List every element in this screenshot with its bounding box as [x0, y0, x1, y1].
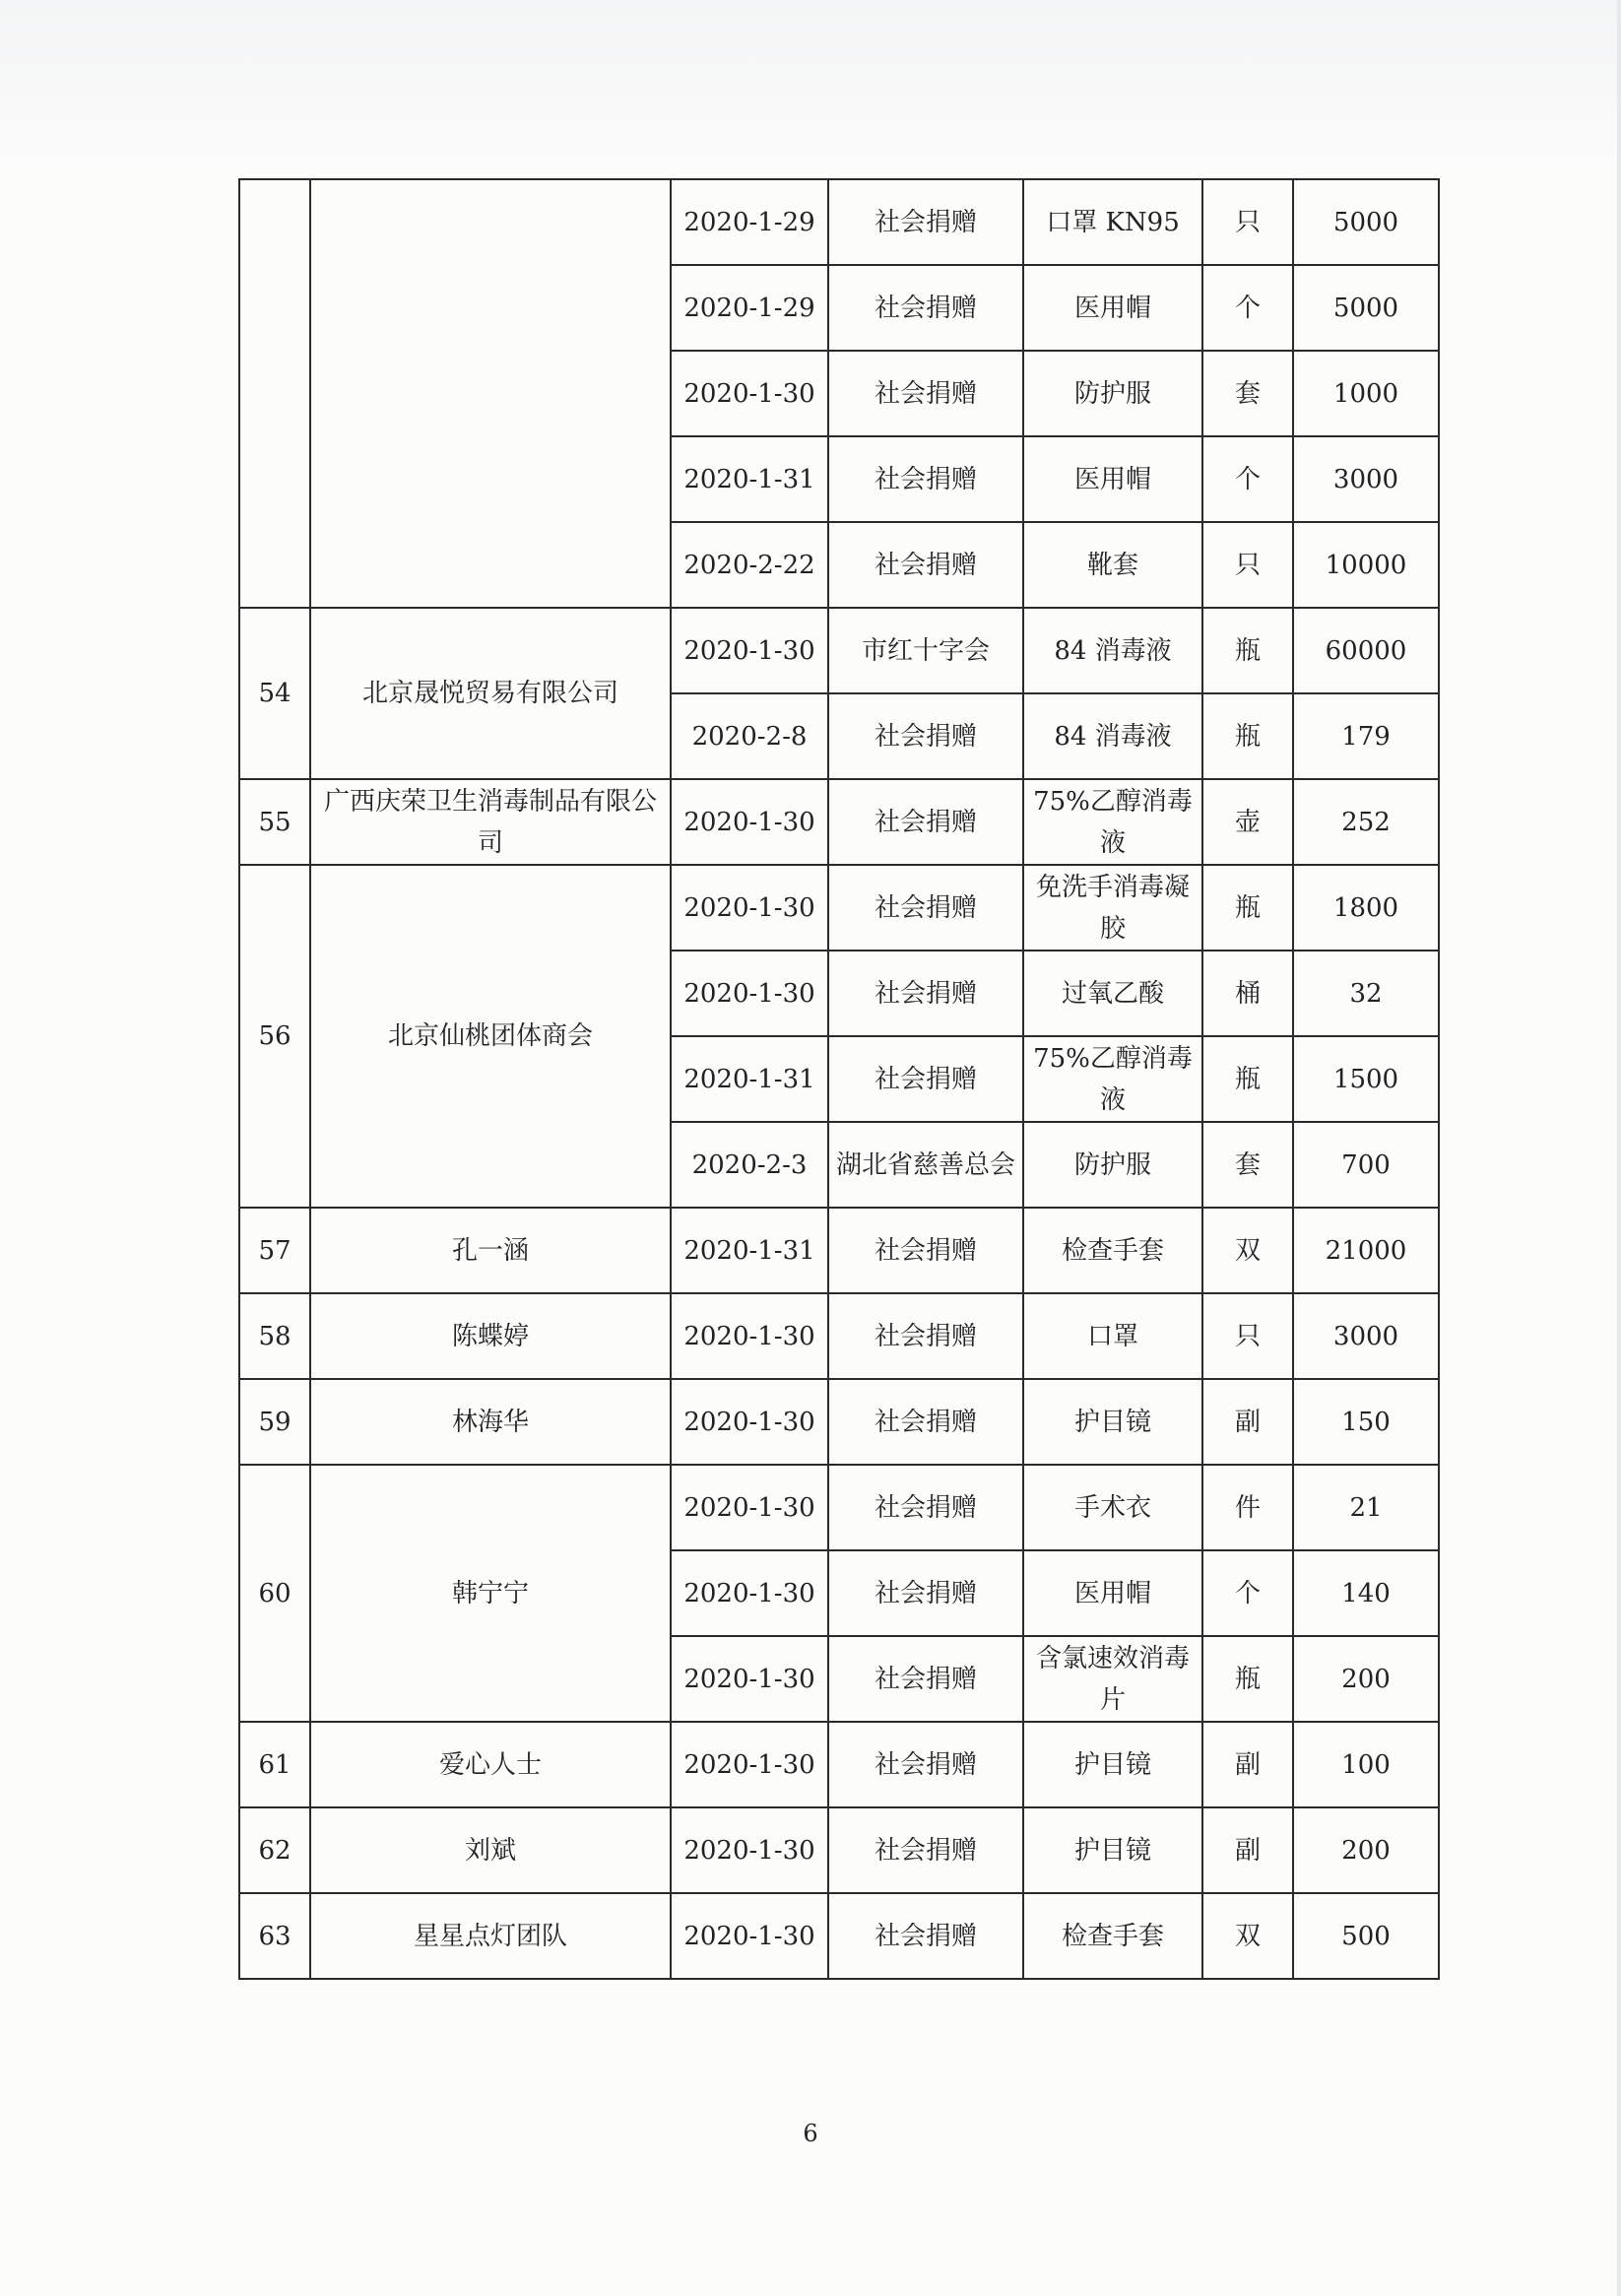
cell-donor: 北京仙桃团体商会 [310, 865, 671, 1208]
cell-channel: 社会捐赠 [828, 951, 1023, 1036]
cell-donor: 林海华 [310, 1379, 671, 1465]
cell-channel: 社会捐赠 [828, 1636, 1023, 1722]
cell-item: 75%乙醇消毒液 [1023, 1036, 1202, 1122]
cell-item: 护目镜 [1023, 1807, 1202, 1893]
cell-item: 防护服 [1023, 1122, 1202, 1208]
cell-item: 检查手套 [1023, 1893, 1202, 1979]
cell-item: 口罩 [1023, 1293, 1202, 1379]
cell-quantity: 500 [1293, 1893, 1439, 1979]
table-row [239, 1893, 1439, 1979]
cell-serial-number: 58 [239, 1293, 310, 1379]
cell-donor: 孔一涵 [310, 1208, 671, 1293]
cell-quantity: 1500 [1293, 1036, 1439, 1122]
cell-serial-number: 62 [239, 1807, 310, 1893]
cell-channel: 社会捐赠 [828, 265, 1023, 351]
cell-channel: 社会捐赠 [828, 693, 1023, 779]
cell-date: 2020-1-30 [671, 1722, 828, 1807]
cell-quantity: 21000 [1293, 1208, 1439, 1293]
cell-quantity: 100 [1293, 1722, 1439, 1807]
cell-donor: 韩宁宁 [310, 1465, 671, 1722]
cell-quantity: 5000 [1293, 179, 1439, 265]
cell-serial-number: 54 [239, 608, 310, 779]
cell-date: 2020-1-30 [671, 1807, 828, 1893]
cell-channel: 社会捐赠 [828, 1293, 1023, 1379]
cell-quantity: 1800 [1293, 865, 1439, 951]
cell-date: 2020-1-30 [671, 1293, 828, 1379]
cell-channel: 社会捐赠 [828, 1379, 1023, 1465]
cell-item: 防护服 [1023, 351, 1202, 436]
cell-donor: 广西庆荣卫生消毒制品有限公司 [310, 779, 671, 865]
cell-unit: 个 [1202, 265, 1293, 351]
cell-quantity: 32 [1293, 951, 1439, 1036]
page-number: 6 [803, 2120, 818, 2147]
cell-date: 2020-1-30 [671, 351, 828, 436]
cell-unit: 只 [1202, 179, 1293, 265]
cell-serial-number: 63 [239, 1893, 310, 1979]
cell-item: 护目镜 [1023, 1722, 1202, 1807]
table-row [239, 1293, 1439, 1379]
cell-quantity: 179 [1293, 693, 1439, 779]
cell-item: 护目镜 [1023, 1379, 1202, 1465]
cell-date: 2020-1-29 [671, 265, 828, 351]
cell-quantity: 252 [1293, 779, 1439, 865]
cell-unit: 套 [1202, 351, 1293, 436]
cell-unit: 瓶 [1202, 865, 1293, 951]
cell-item: 过氧乙酸 [1023, 951, 1202, 1036]
cell-serial-number [239, 179, 310, 608]
cell-quantity: 200 [1293, 1636, 1439, 1722]
cell-quantity: 700 [1293, 1122, 1439, 1208]
table-row [239, 1807, 1439, 1893]
cell-unit: 只 [1202, 522, 1293, 608]
cell-donor: 星星点灯团队 [310, 1893, 671, 1979]
cell-channel: 社会捐赠 [828, 179, 1023, 265]
cell-date: 2020-2-3 [671, 1122, 828, 1208]
table-row [239, 608, 1439, 693]
cell-serial-number: 57 [239, 1208, 310, 1293]
cell-item: 靴套 [1023, 522, 1202, 608]
cell-channel: 社会捐赠 [828, 1893, 1023, 1979]
cell-item: 检查手套 [1023, 1208, 1202, 1293]
cell-serial-number: 59 [239, 1379, 310, 1465]
cell-channel: 社会捐赠 [828, 436, 1023, 522]
cell-date: 2020-1-30 [671, 1550, 828, 1636]
cell-item: 医用帽 [1023, 1550, 1202, 1636]
table-row [239, 179, 1439, 265]
cell-unit: 个 [1202, 1550, 1293, 1636]
cell-date: 2020-1-30 [671, 779, 828, 865]
cell-quantity: 60000 [1293, 608, 1439, 693]
cell-unit: 桶 [1202, 951, 1293, 1036]
table-row [239, 1379, 1439, 1465]
cell-channel: 社会捐赠 [828, 1550, 1023, 1636]
cell-unit: 瓶 [1202, 608, 1293, 693]
cell-donor: 刘斌 [310, 1807, 671, 1893]
cell-quantity: 1000 [1293, 351, 1439, 436]
cell-quantity: 200 [1293, 1807, 1439, 1893]
cell-donor: 北京晟悦贸易有限公司 [310, 608, 671, 779]
cell-quantity: 150 [1293, 1379, 1439, 1465]
cell-date: 2020-1-30 [671, 1379, 828, 1465]
cell-unit: 件 [1202, 1465, 1293, 1550]
cell-unit: 壶 [1202, 779, 1293, 865]
cell-unit: 个 [1202, 436, 1293, 522]
cell-unit: 瓶 [1202, 1636, 1293, 1722]
cell-donor [310, 179, 671, 608]
cell-channel: 社会捐赠 [828, 1465, 1023, 1550]
cell-item: 含氯速效消毒片 [1023, 1636, 1202, 1722]
cell-date: 2020-1-29 [671, 179, 828, 265]
cell-serial-number: 56 [239, 865, 310, 1208]
cell-unit: 副 [1202, 1379, 1293, 1465]
table-row [239, 1722, 1439, 1807]
cell-channel: 社会捐赠 [828, 522, 1023, 608]
cell-unit: 副 [1202, 1722, 1293, 1807]
cell-item: 84 消毒液 [1023, 693, 1202, 779]
cell-date: 2020-1-30 [671, 1465, 828, 1550]
cell-quantity: 140 [1293, 1550, 1439, 1636]
cell-item: 医用帽 [1023, 436, 1202, 522]
cell-channel: 社会捐赠 [828, 865, 1023, 951]
table-row [239, 1465, 1439, 1550]
cell-unit: 副 [1202, 1807, 1293, 1893]
cell-channel: 社会捐赠 [828, 1036, 1023, 1122]
cell-date: 2020-2-8 [671, 693, 828, 779]
cell-item: 75%乙醇消毒液 [1023, 779, 1202, 865]
cell-date: 2020-1-30 [671, 951, 828, 1036]
donation-table [238, 178, 1440, 1980]
cell-channel: 社会捐赠 [828, 351, 1023, 436]
cell-quantity: 10000 [1293, 522, 1439, 608]
cell-unit: 双 [1202, 1208, 1293, 1293]
cell-date: 2020-1-31 [671, 436, 828, 522]
scan-right-edge [1617, 0, 1621, 2296]
table-row [239, 1208, 1439, 1293]
cell-unit: 双 [1202, 1893, 1293, 1979]
cell-item: 口罩 KN95 [1023, 179, 1202, 265]
cell-date: 2020-1-31 [671, 1036, 828, 1122]
cell-quantity: 3000 [1293, 1293, 1439, 1379]
cell-channel: 社会捐赠 [828, 1807, 1023, 1893]
cell-donor: 爱心人士 [310, 1722, 671, 1807]
table-row [239, 865, 1439, 951]
cell-unit: 瓶 [1202, 1036, 1293, 1122]
cell-item: 手术衣 [1023, 1465, 1202, 1550]
cell-donor: 陈蝶婷 [310, 1293, 671, 1379]
cell-unit: 只 [1202, 1293, 1293, 1379]
cell-quantity: 5000 [1293, 265, 1439, 351]
cell-channel: 湖北省慈善总会 [828, 1122, 1023, 1208]
cell-date: 2020-1-30 [671, 608, 828, 693]
cell-serial-number: 60 [239, 1465, 310, 1722]
cell-date: 2020-2-22 [671, 522, 828, 608]
cell-item: 免洗手消毒凝胶 [1023, 865, 1202, 951]
cell-quantity: 21 [1293, 1465, 1439, 1550]
cell-item: 84 消毒液 [1023, 608, 1202, 693]
cell-channel: 市红十字会 [828, 608, 1023, 693]
table-row [239, 779, 1439, 865]
cell-date: 2020-1-30 [671, 865, 828, 951]
cell-date: 2020-1-31 [671, 1208, 828, 1293]
cell-unit: 套 [1202, 1122, 1293, 1208]
cell-channel: 社会捐赠 [828, 779, 1023, 865]
cell-serial-number: 55 [239, 779, 310, 865]
cell-date: 2020-1-30 [671, 1636, 828, 1722]
cell-unit: 瓶 [1202, 693, 1293, 779]
cell-channel: 社会捐赠 [828, 1208, 1023, 1293]
cell-channel: 社会捐赠 [828, 1722, 1023, 1807]
cell-date: 2020-1-30 [671, 1893, 828, 1979]
cell-serial-number: 61 [239, 1722, 310, 1807]
scan-top-shading [0, 0, 1621, 163]
donation-table-body [239, 179, 1439, 1979]
cell-quantity: 3000 [1293, 436, 1439, 522]
cell-item: 医用帽 [1023, 265, 1202, 351]
